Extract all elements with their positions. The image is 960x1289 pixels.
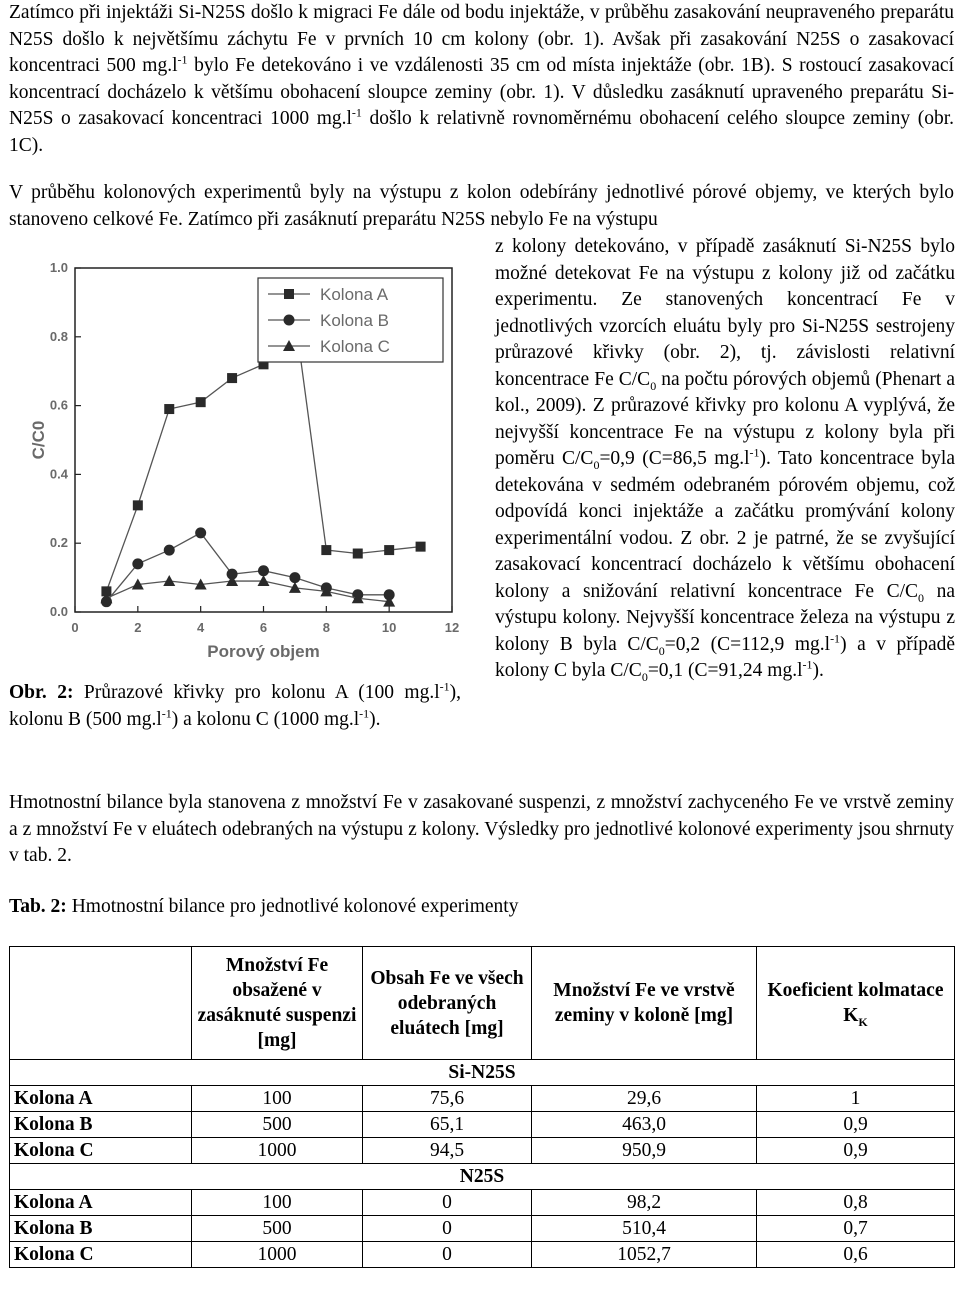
table-cell: 75,6 <box>363 1086 532 1112</box>
breakthrough-chart <box>30 250 475 675</box>
y-tick-label: 0.0 <box>49 604 68 619</box>
para1-sup-a: -1 <box>177 52 188 67</box>
legend-marker <box>284 315 295 326</box>
rc-text-2: na počtu pórových objemů (Phenart a kol., 2009). Z průrazové křivky pro kolonu A vyplývá, že nejvyšší koncentrace Fe na výstupu z kolony byla při poměru C/C <box>495 368 955 469</box>
x-tick-label: 12 <box>444 620 460 635</box>
rc-sub-2: 0 <box>593 457 600 472</box>
rc-text-5: na výstupu kolony. Nejvyšší koncentrace železa na výstupu z kolony B byla C/C <box>495 580 955 655</box>
para1-text-a: Zatímco při injektáži Si-N25S došlo k migraci Fe dále od bodu injektáže, v průběhu zasakování neupraveného preparátu N25S došlo k největšímu záchytu Fe v prvních 10 cm kolony (obr. 1). Avšak při zasakování N25S o zasakovací koncentraci 500 mg.l <box>9 2 954 76</box>
table-caption-text: Hmotnostní bilance pro jednotlivé kolonové experimenty <box>66 896 519 917</box>
x-tick-label: 2 <box>134 620 142 635</box>
para1-sup-b: -1 <box>351 105 362 120</box>
y-tick-label: 0.4 <box>49 466 68 482</box>
table-cell: 100 <box>192 1086 363 1112</box>
x-tick-label: 6 <box>259 620 268 635</box>
para2-text: V průběhu kolonových experimentů byly na výstupu z kolon odebírány jednotlivé pórové objemy, ve kterých bylo stanoveno celkové Fe. Zatímco při zasáknutí preparátu N25S nebylo Fe na výstupu <box>9 182 954 230</box>
header-fe-suspension: Množství Fe obsažené v zasáknuté suspenzi [mg] <box>192 947 363 1060</box>
table-body <box>10 1060 955 1268</box>
legend-label: Kolona A <box>320 285 389 304</box>
header-fe-eluates: Obsah Fe ve všech odebraných eluátech [mg] <box>363 947 532 1060</box>
para1-text-b: bylo Fe detekováno i ve vzdálenosti 35 cm od místa injektáže (obr. 1B). S rostoucí zasakovací koncentrací docházelo k většímu obohacení sloupce zeminy (obr. 1). V důsledku zasáknutí upraveného preparátu Si-N25S o zasakovací koncentraci 1000 mg.l <box>9 55 954 129</box>
table-cell: 0 <box>363 1242 532 1268</box>
series-line-3 <box>106 581 389 602</box>
table-cell: 100 <box>192 1190 363 1216</box>
legend-label: Kolona B <box>320 311 389 330</box>
table-cell: 1000 <box>192 1138 363 1164</box>
x-tick-label: 8 <box>322 620 330 635</box>
data-point <box>195 527 206 538</box>
caption-text-2: ), kolonu B (500 mg.l <box>9 682 461 730</box>
rc-text-4: ). Tato koncentrace byla detekována v sedmém odebraném pórovém objemu, což odpovídá konci injektáže a začátku promývání kolony experimentální vodou. Z obr. 2 je patrné, že se zvyšující zasakovací koncentrací docházelo k většímu obohacení kolony a snižování relativní koncentrace Fe C/C <box>495 448 955 602</box>
data-point <box>321 545 331 555</box>
data-point <box>227 373 237 383</box>
table-row-label: Kolona C <box>10 1242 192 1268</box>
table-row <box>10 1190 955 1216</box>
header-empty <box>10 947 192 1060</box>
table-group-row <box>10 1164 955 1190</box>
table-row <box>10 1242 955 1268</box>
table-caption-label: Tab. 2: <box>9 896 67 917</box>
table-row-label: Kolona B <box>10 1112 192 1138</box>
caption-sup-2: -1 <box>161 706 172 720</box>
rc-text-3: =0,9 (C=86,5 mg.l <box>599 448 750 469</box>
table-header-row <box>10 947 955 1060</box>
y-tick-label: 1.0 <box>49 260 68 275</box>
table-cell: 463,0 <box>532 1112 757 1138</box>
data-point <box>416 542 426 552</box>
para3-text: Hmotnostní bilance byla stanovena z množství Fe v zasakované suspenzi, z množství zachyceného Fe ve vrstvě zeminy a z množství Fe v eluátech odebraných na výstupu z kolony. Výsledky pro jednotlivé kolonové experimenty jsou shrnuty v tab. 2. <box>9 792 954 866</box>
table-cell: 1052,7 <box>532 1242 757 1268</box>
y-axis-label: C/C0 <box>30 420 48 460</box>
para1-text-c: došlo k relativně rovnoměrnému obohacení celého sloupce zeminy (obr. 1C). <box>9 108 954 156</box>
x-axis-label: Porový objem <box>207 642 320 661</box>
data-point <box>164 545 175 556</box>
right-column-text <box>495 234 955 685</box>
table-cell: 500 <box>192 1112 363 1138</box>
data-point <box>132 558 143 569</box>
table-cell: 0,6 <box>757 1242 955 1268</box>
table-cell: 0,9 <box>757 1138 955 1164</box>
caption-text-3: ) a kolonu C (1000 mg.l <box>171 708 360 730</box>
rc-text-1: z kolony detekováno, v případě zasáknutí Si-N25S bylo možné detekovat Fe na výstupu z kolony již od začátku experimentu. Ze stanovených koncentrací Fe v jednotlivých vzorcích eluátu byly pro Si-N25S sestrojeny průrazové křivky (obr. 2), tj. závislosti relativní koncentrace Fe C/C <box>495 236 955 390</box>
table-cell: 94,5 <box>363 1138 532 1164</box>
data-point <box>384 545 394 555</box>
y-tick-label: 0.8 <box>49 328 68 344</box>
table-row-label: Kolona C <box>10 1138 192 1164</box>
data-point <box>289 572 300 583</box>
x-tick-label: 0 <box>71 620 79 635</box>
table-row-label: Kolona B <box>10 1216 192 1242</box>
rc-text-7: ) a v případě kolony C byla C/C <box>495 633 956 681</box>
y-tick-label: 0.6 <box>49 397 68 413</box>
data-point <box>164 404 174 414</box>
caption-label: Obr. 2: <box>9 682 74 703</box>
table-row <box>10 1138 955 1164</box>
table-cell: 500 <box>192 1216 363 1242</box>
table-cell: 29,6 <box>532 1086 757 1112</box>
paragraph-3 <box>9 790 954 870</box>
table-cell: 0 <box>363 1216 532 1242</box>
table-cell: 950,9 <box>532 1138 757 1164</box>
paragraph-1 <box>9 0 954 159</box>
data-point <box>133 500 143 510</box>
table-row-label: Kolona A <box>10 1086 192 1112</box>
table-cell: 0,7 <box>757 1216 955 1242</box>
rc-sub-1: 0 <box>650 378 657 393</box>
caption-text-4: ). <box>369 708 381 730</box>
rc-text-8: =0,1 (C=91,24 mg.l <box>647 660 803 681</box>
table-cell: 98,2 <box>532 1190 757 1216</box>
x-tick-label: 10 <box>381 620 397 635</box>
rc-text-9: ). <box>812 660 824 681</box>
table-row <box>10 1112 955 1138</box>
rc-sub-4: 0 <box>918 590 925 605</box>
table-group-row <box>10 1060 955 1086</box>
caption-text-1: Průrazové křivky pro kolonu A (100 mg.l <box>73 682 440 703</box>
table-cell: 65,1 <box>363 1112 532 1138</box>
table-row <box>10 1086 955 1112</box>
table-row <box>10 1216 955 1242</box>
series-line-2 <box>106 533 389 602</box>
caption-sup-1: -1 <box>439 679 450 694</box>
rc-sub-5: 0 <box>658 643 665 658</box>
data-point <box>196 397 206 407</box>
legend-label: Kolona C <box>320 337 390 356</box>
table-caption <box>9 896 518 918</box>
chart-svg <box>30 250 475 675</box>
figure-caption <box>9 680 461 733</box>
table-cell: 1000 <box>192 1242 363 1268</box>
mass-balance-table <box>9 946 955 1268</box>
data-point <box>258 565 269 576</box>
rc-text-6: =0,2 (C=112,9 mg.l <box>664 633 831 655</box>
table-cell: 1 <box>757 1086 955 1112</box>
header-kolmatace <box>757 947 955 1060</box>
rc-sup-6: -1 <box>830 631 841 645</box>
table-row-label: Kolona A <box>10 1190 192 1216</box>
table-cell: 0,9 <box>757 1112 955 1138</box>
table-group-label: N25S <box>10 1164 955 1190</box>
header-fe-soil: Množství Fe ve vrstvě zeminy v koloně [mg] <box>532 947 757 1060</box>
rc-sup-8: -1 <box>802 657 813 672</box>
legend-marker <box>284 289 294 299</box>
rc-sub-7: 0 <box>641 669 648 684</box>
paragraph-2 <box>9 180 954 233</box>
table-group-label: Si-N25S <box>10 1060 955 1086</box>
data-point <box>163 575 175 586</box>
x-tick-label: 4 <box>197 620 205 635</box>
table-cell: 0,8 <box>757 1190 955 1216</box>
data-point <box>353 549 363 559</box>
table-cell: 510,4 <box>532 1216 757 1242</box>
header-kolmatace-sub: K <box>858 1014 868 1029</box>
rc-sup-3: -1 <box>749 445 760 460</box>
caption-sup-3: -1 <box>359 706 370 720</box>
table-cell: 0 <box>363 1190 532 1216</box>
y-tick-label: 0.2 <box>49 535 68 551</box>
header-kolmatace-text: Koeficient kolmatace K <box>767 980 944 1026</box>
